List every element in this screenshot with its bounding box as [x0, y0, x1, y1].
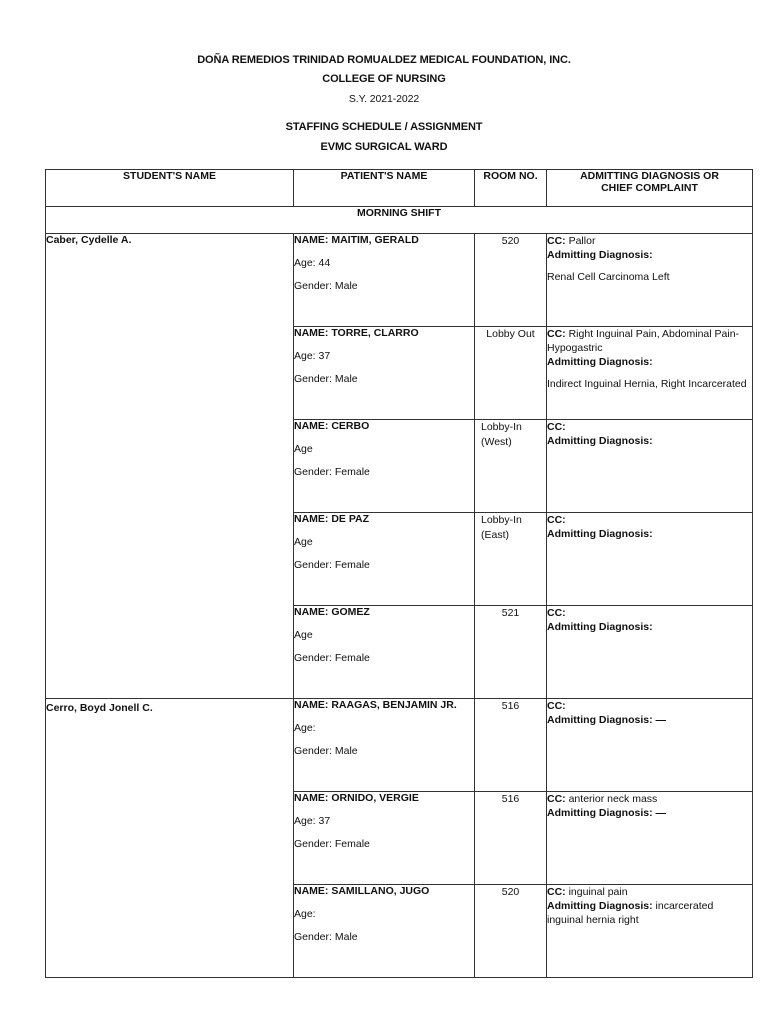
patient-gender: Gender: Female — [294, 652, 370, 664]
patient-cell — [294, 606, 475, 699]
column-header-diagnosis-line2: CHIEF COMPLAINT — [601, 182, 698, 194]
patient-gender: Gender: Female — [294, 559, 370, 571]
cc-value: Pallor — [568, 235, 596, 247]
diagnosis-cell — [547, 513, 753, 606]
cc-label: CC: — [547, 793, 566, 805]
patient-gender: Gender: Male — [294, 745, 358, 757]
org-name: DOÑA REMEDIOS TRINIDAD ROMUALDEZ MEDICAL FOUNDATION, INC. — [197, 54, 571, 66]
cc-label: CC: — [547, 886, 566, 898]
patient-gender: Gender: Male — [294, 280, 358, 292]
patient-age: Age — [294, 443, 313, 455]
cc-label: CC: — [547, 700, 566, 712]
ad-label: Admitting Diagnosis: — [547, 528, 653, 540]
cc-value: Right Inguinal Pain, Abdominal Pain-Hypogastric — [547, 328, 740, 354]
ad-value: Renal Cell Carcinoma Left — [547, 271, 670, 283]
ad-label: Admitting Diagnosis: — [547, 900, 653, 912]
school-year: S.Y. 2021-2022 — [348, 93, 420, 105]
staffing-table — [45, 169, 753, 978]
patient-cell — [294, 792, 475, 885]
column-header-student: STUDENT'S NAME — [46, 170, 294, 207]
document-title: STAFFING SCHEDULE / ASSIGNMENT — [285, 121, 483, 133]
ad-label: Admitting Diagnosis: — [547, 356, 653, 368]
cc-label: CC: — [547, 328, 566, 340]
patient-name: NAME: SAMILLANO, JUGO — [294, 885, 430, 897]
ad-label: Admitting Diagnosis: — [547, 621, 653, 633]
column-header-diagnosis — [547, 170, 753, 207]
patient-name: NAME: ORNIDO, VERGIE — [294, 792, 419, 804]
diagnosis-cell — [547, 792, 753, 885]
room-number: Lobby-In (West) — [475, 420, 547, 513]
patient-gender: Gender: Male — [294, 373, 358, 385]
patient-cell — [294, 699, 475, 792]
patient-name: NAME: TORRE, CLARRO — [294, 327, 419, 339]
diagnosis-cell — [547, 606, 753, 699]
shift-label: MORNING SHIFT — [46, 207, 753, 234]
student-name: Caber, Cydelle A. — [46, 234, 294, 699]
ad-value: — — [655, 807, 667, 819]
ad-value: incarcerated inguinal hernia right — [547, 900, 714, 926]
patient-cell — [294, 234, 475, 327]
cc-label: CC: — [547, 514, 566, 526]
cc-label: CC: — [547, 235, 566, 247]
room-number: 520 — [475, 234, 547, 327]
patient-gender: Gender: Male — [294, 931, 358, 943]
column-header-room: ROOM NO. — [475, 170, 547, 207]
diagnosis-cell — [547, 234, 753, 327]
ward-name: EVMC SURGICAL WARD — [320, 141, 448, 153]
patient-age: Age: 37 — [294, 350, 331, 362]
ad-label: Admitting Diagnosis: — [547, 714, 653, 726]
room-number: 520 — [475, 885, 547, 978]
room-number: 516 — [475, 792, 547, 885]
college-name: COLLEGE OF NURSING — [322, 73, 446, 85]
patient-age: Age: — [294, 908, 316, 920]
patient-age: Age — [294, 629, 313, 641]
patient-cell — [294, 420, 475, 513]
student-name: Cerro, Boyd Jonell C. — [46, 699, 294, 978]
patient-gender: Gender: Female — [294, 466, 370, 478]
cc-label: CC: — [547, 421, 566, 433]
shift-row — [46, 207, 753, 234]
ad-value: — — [655, 714, 667, 726]
diagnosis-cell — [547, 699, 753, 792]
table-row — [46, 234, 753, 327]
column-header-patient: PATIENT'S NAME — [294, 170, 475, 207]
room-number: 516 — [475, 699, 547, 792]
cc-value: inguinal pain — [568, 886, 628, 898]
patient-cell — [294, 513, 475, 606]
patient-cell — [294, 885, 475, 978]
patient-name: NAME: GOMEZ — [294, 606, 370, 618]
column-header-diagnosis-line1: ADMITTING DIAGNOSIS OR — [580, 170, 719, 182]
ad-value: Indirect Inguinal Hernia, Right Incarcerated — [547, 378, 747, 390]
table-row — [46, 699, 753, 792]
patient-age: Age: 44 — [294, 257, 331, 269]
cc-label: CC: — [547, 607, 566, 619]
room-number: 521 — [475, 606, 547, 699]
patient-cell — [294, 327, 475, 420]
patient-age: Age: — [294, 722, 316, 734]
table-header-row — [46, 170, 753, 207]
patient-name: NAME: CERBO — [294, 420, 370, 432]
patient-gender: Gender: Female — [294, 838, 370, 850]
patient-name: NAME: DE PAZ — [294, 513, 370, 525]
ad-label: Admitting Diagnosis: — [547, 249, 653, 261]
room-number: Lobby-In (East) — [475, 513, 547, 606]
patient-name: NAME: RAAGAS, BENJAMIN JR. — [294, 699, 457, 711]
ad-label: Admitting Diagnosis: — [547, 435, 653, 447]
patient-age: Age — [294, 536, 313, 548]
diagnosis-cell — [547, 885, 753, 978]
ad-label: Admitting Diagnosis: — [547, 807, 653, 819]
room-number: Lobby Out — [475, 327, 547, 420]
patient-age: Age: 37 — [294, 815, 331, 827]
patient-name: NAME: MAITIM, GERALD — [294, 234, 419, 246]
diagnosis-cell — [547, 327, 753, 420]
diagnosis-cell — [547, 420, 753, 513]
cc-value: anterior neck mass — [568, 793, 658, 805]
